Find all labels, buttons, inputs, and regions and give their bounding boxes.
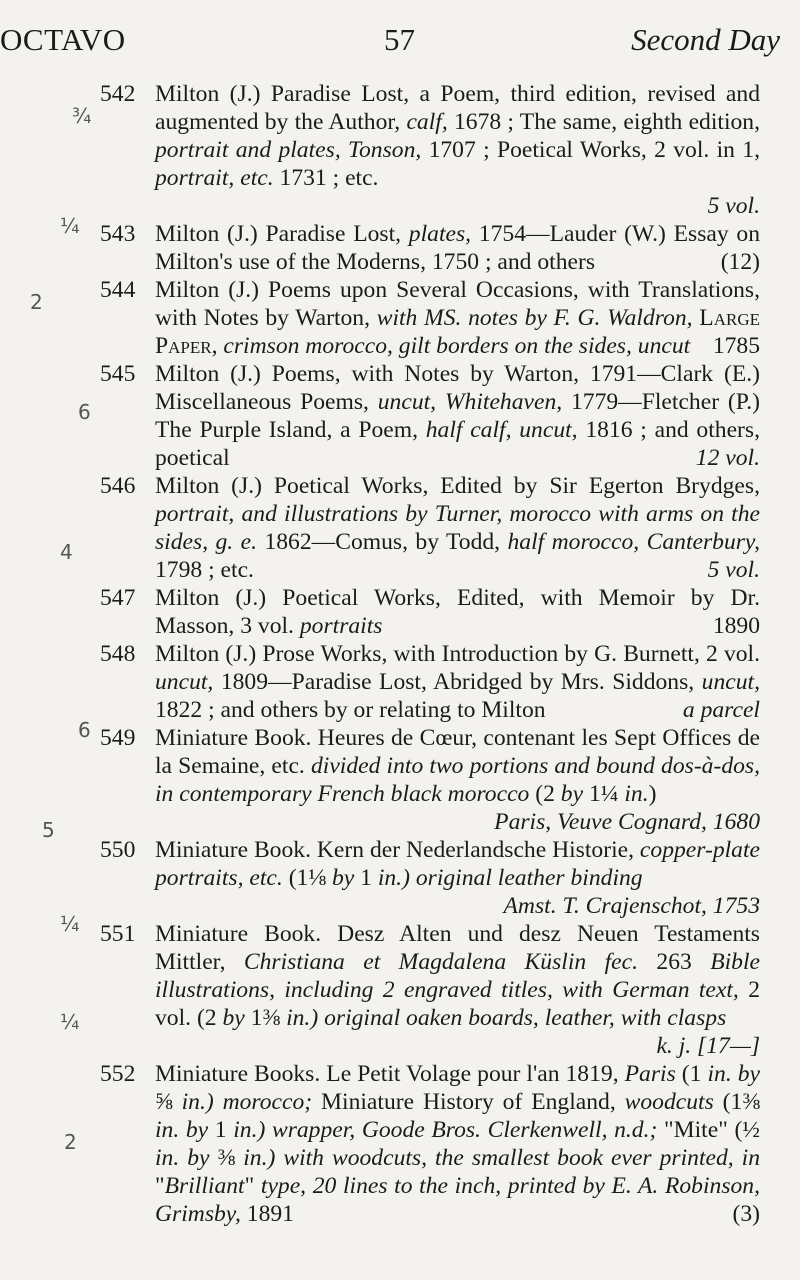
lot-quantity: (3): [732, 1201, 760, 1227]
lot-entry: 548 Milton (J.) Prose Works, with Introduction by G. Burnett, 2 vol. uncut, 1809—Paradise Lost, Abridged by Mrs. Siddons, uncut, 1822 ; and others by or relating to Milton a parcel: [100, 641, 760, 723]
margin-note: ¾: [72, 104, 92, 128]
lot-quantity: 5 vol.: [707, 557, 760, 583]
lot-quantity: a parcel: [682, 697, 760, 723]
margin-note: ¼: [60, 1010, 80, 1034]
lot-number: 545: [100, 361, 136, 387]
lot-entry: 547 Milton (J.) Poetical Works, Edited, with Memoir by Dr. Masson, 3 vol. portraits 1890: [100, 585, 760, 639]
lot-number: 546: [100, 473, 136, 499]
lot-quantity: (12): [720, 249, 760, 275]
lot-number: 544: [100, 277, 136, 303]
format-heading: OCTAVO: [0, 22, 126, 57]
lot-entry: 551 Miniature Book. Desz Alten und desz Neuen Testaments Mittler, Christiana et Magdalena Küslin fec. 263 Bible illustrations, including 2 engraved titles, with German text, 2 vol. (2 by 1⅜ in.) original oaken boards, leather, with clasps k. j. [17—]: [100, 921, 760, 1059]
lot-entry: 545 Milton (J.) Poems, with Notes by Warton, 1791—Clark (E.) Miscellaneous Poems, uncut, Whitehaven, 1779—Fletcher (P.) The Purple Island, a Poem, half calf, uncut, 1816 ; and others, poetical 12 vol.: [100, 361, 760, 471]
lot-number: 551: [100, 921, 136, 947]
lot-number: 550: [100, 837, 136, 863]
lot-number: 547: [100, 585, 136, 611]
page-header: [0, 22, 800, 56]
margin-note: 6: [78, 400, 91, 424]
lot-number: 543: [100, 221, 136, 247]
lot-number: 549: [100, 725, 136, 751]
lot-imprint: Amst. T. Crajenschot, 1753: [503, 893, 760, 919]
lot-entry: 544 Milton (J.) Poems upon Several Occasions, with Translations, with Notes by Warton, with MS. notes by F. G. Waldron, Large Paper, crimson morocco, gilt borders on the sides, uncut 1785: [100, 277, 760, 359]
margin-note: 6: [78, 718, 91, 742]
lot-list: [0, 80, 800, 1228]
lot-entry: 550 Miniature Book. Kern der Nederlandsche Historie, copper-plate portraits, etc. (1⅛ by 1 in.) original leather binding Amst. T. Crajenschot, 1753: [100, 837, 760, 919]
page-number: 57: [384, 22, 415, 57]
lot-number: 542: [100, 81, 136, 107]
lot-quantity: 12 vol.: [695, 445, 760, 471]
lot-entry: 543 Milton (J.) Paradise Lost, plates, 1754—Lauder (W.) Essay on Milton's use of the Moderns, 1750 ; and others (12): [100, 221, 760, 275]
lot-imprint: Paris, Veuve Cognard, 1680: [494, 809, 760, 835]
lot-entry: 552 Miniature Books. Le Petit Volage pour l'an 1819, Paris (1 in. by ⅝ in.) morocco; Miniature History of England, woodcuts (1⅜ in. by 1 in.) wrapper, Goode Bros. Clerkenwell, n.d.; "Mite" (½ in. by ⅜ in.) with woodcuts, the smallest book ever printed, in "Brilliant" type, 20 lines to the inch, printed by E. A. Robinson, Grimsby, 1891 (3): [100, 1061, 761, 1227]
lot-imprint: k. j. [17—]: [656, 1033, 760, 1059]
lot-entry: 542 Milton (J.) Paradise Lost, a Poem, third edition, revised and augmented by the Author, calf, 1678 ; The same, eighth edition, portrait and plates, Tonson, 1707 ; Poetical Works, 2 vol. in 1, portrait, etc. 1731 ; etc. 5 vol.: [100, 81, 761, 219]
margin-note: 2: [64, 1130, 77, 1154]
lot-quantity: 5 vol.: [707, 193, 760, 219]
margin-note: ¼: [60, 214, 80, 238]
margin-note: 5: [42, 818, 55, 842]
lot-entry: 546 Milton (J.) Poetical Works, Edited by Sir Egerton Brydges, portrait, and illustrations by Turner, morocco with arms on the sides, g. e. 1862—Comus, by Todd, half morocco, Canterbury, 1798 ; etc. 5 vol.: [100, 473, 761, 583]
lot-entry: 549 Miniature Book. Heures de Cœur, contenant les Sept Offices de la Semaine, etc. divided into two portions and bound dos-à-dos, in contemporary French black morocco (2 by 1¼ in.) Paris, Veuve Cognard, 1680: [100, 725, 760, 835]
sale-day: Second Day: [631, 22, 780, 57]
margin-note: 2: [30, 290, 43, 314]
lot-number: 552: [100, 1061, 136, 1087]
margin-note: ¼: [60, 912, 80, 936]
lot-number: 548: [100, 641, 136, 667]
lot-date: 1785: [712, 333, 760, 359]
margin-note: 4: [60, 540, 73, 564]
lot-date: 1890: [712, 613, 760, 639]
